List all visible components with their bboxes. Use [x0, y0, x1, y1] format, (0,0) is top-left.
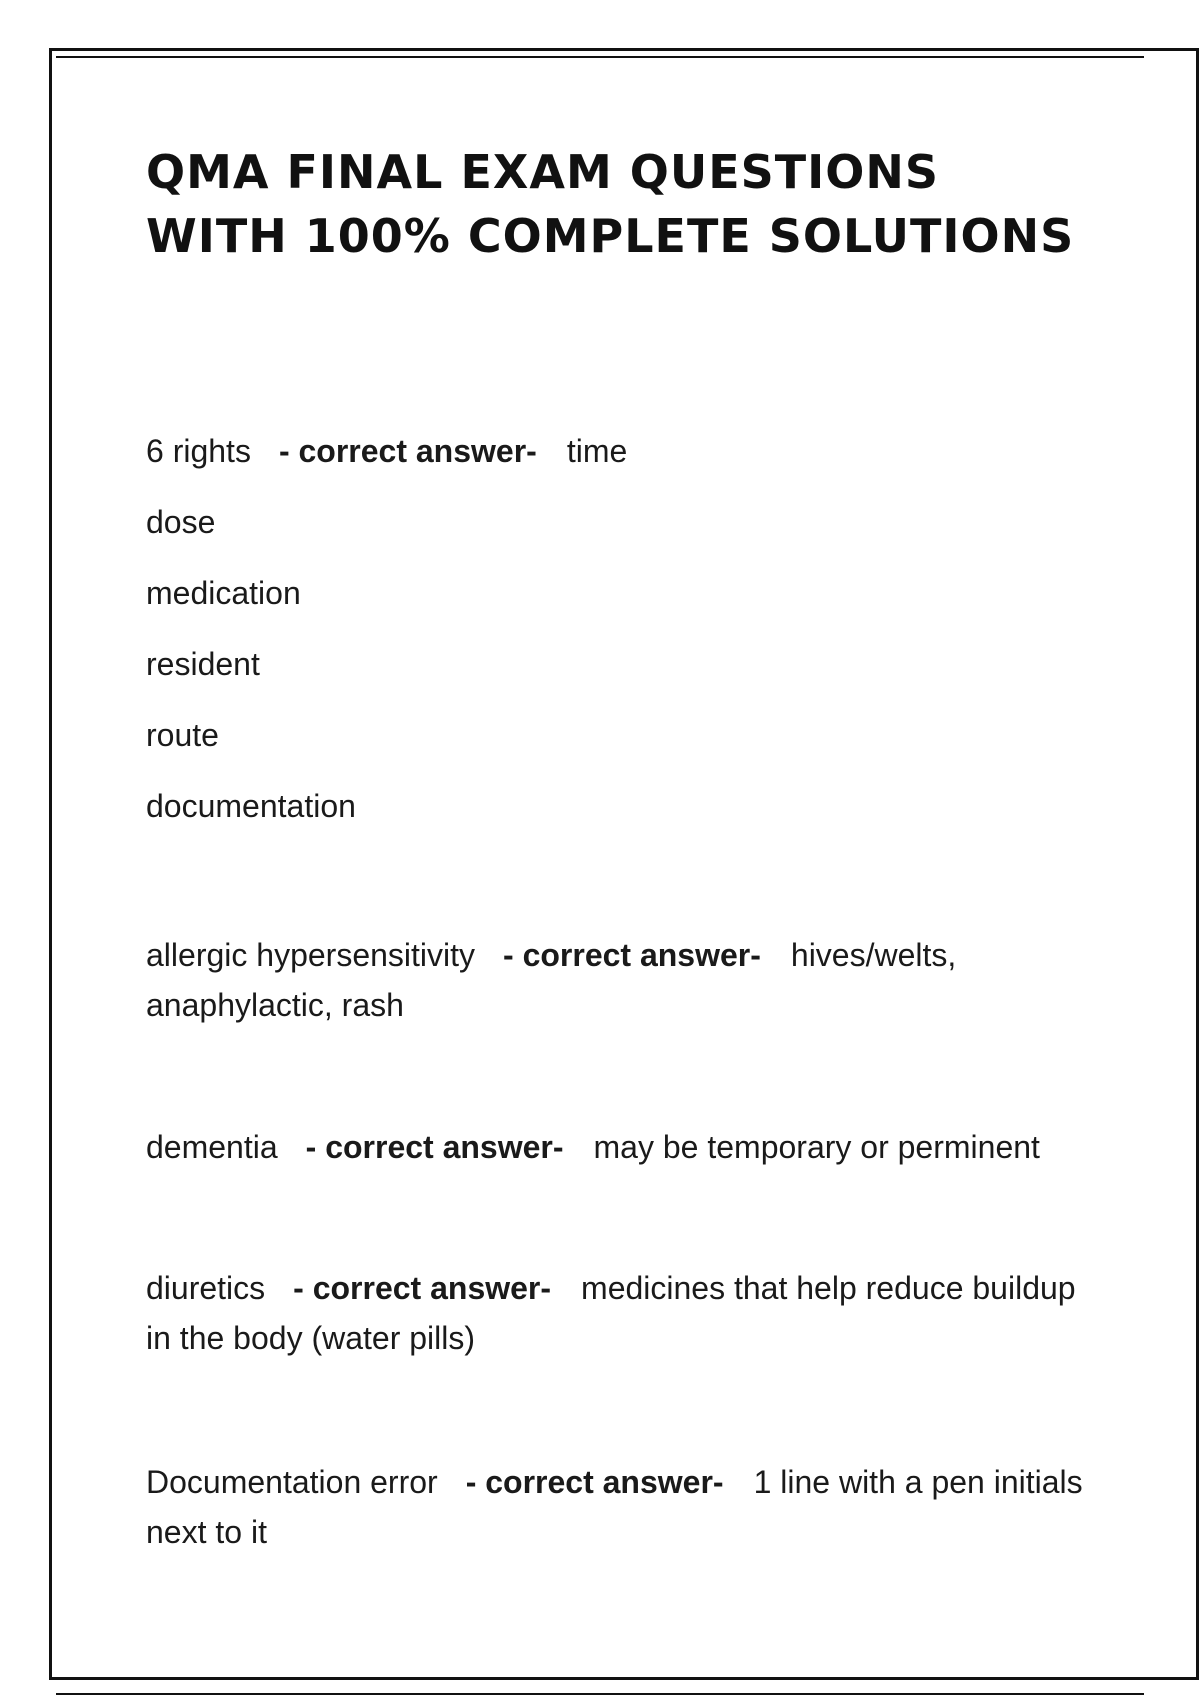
question-text: 6 rights: [146, 433, 251, 469]
answer-separator: - correct answer-: [305, 1129, 564, 1165]
document-title: [146, 140, 1106, 268]
document-body: [146, 140, 1106, 1557]
qa-list: [146, 426, 1106, 1557]
answer-line: documentation: [146, 788, 356, 824]
question-text: allergic hypersensitivity: [146, 937, 476, 973]
title-line-1: QMA FINAL EXAM QUESTIONS: [146, 145, 939, 199]
answer-line: resident: [146, 646, 260, 682]
answer-text: may be temporary or perminent: [593, 1129, 1040, 1165]
qa-item: [146, 426, 1106, 831]
question-text: dementia: [146, 1129, 278, 1165]
answer-text: hives/welts, anaphylactic, rash: [146, 937, 957, 1023]
qa-item: [146, 1263, 1106, 1363]
bottom-rule: [56, 1693, 1144, 1695]
qa-item: [146, 1457, 1106, 1557]
answer-line: dose: [146, 504, 216, 540]
answer-line: route: [146, 717, 219, 753]
answer-line: medication: [146, 575, 301, 611]
question-text: diuretics: [146, 1270, 266, 1306]
question-text: Documentation error: [146, 1464, 438, 1500]
answer-text: 1 line with a pen initials next to it: [146, 1464, 1083, 1550]
answer-separator: - correct answer-: [278, 433, 537, 469]
title-line-2: WITH 100% COMPLETE SOLUTIONS: [146, 209, 1075, 263]
qa-item: [146, 930, 1106, 1030]
answer-text: time: [566, 433, 628, 469]
answer-text: medicines that help reduce buildup in the body (water pills): [146, 1270, 1076, 1356]
answer-separator: - correct answer-: [503, 937, 761, 973]
answer-separator: - correct answer-: [293, 1270, 552, 1306]
qa-item: [146, 1122, 1106, 1172]
answer-separator: - correct answer-: [465, 1464, 724, 1500]
